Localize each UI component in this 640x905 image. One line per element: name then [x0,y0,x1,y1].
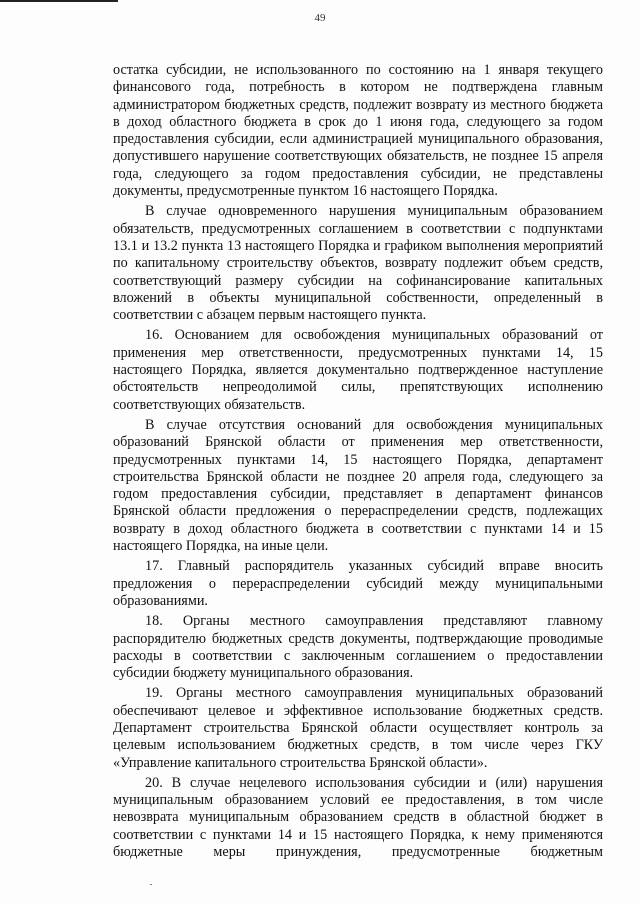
paragraph-simultaneous-violation: В случае одновременного нарушения муниципальным образованием обязательств, предусмотренных соглашением в соответствии с подпунктами 13.1 и 13.2 пункта 13 настоящего Порядка и графиком выполнения мероприятий по капитальному строительству объектов, возврату подлежит объем средств, соответствующий размеру субсидии на софинансирование капитальных вложений в объекты муниципальной собственности, определенный в соответствии с абзацем первым настоящего пункта. [113,203,603,324]
header-rule [0,0,118,2]
paragraph-no-grounds: В случае отсутствия оснований для освобождения муниципальных образований Брянской области от применения мер ответственности, предусмотренных пунктами 14, 15 настоящего Порядка, департамент строительства Брянской области не позднее 20 апреля года, следующего за годом предоставления субсидии, представляет в департамент финансов Брянской области предложения о перераспределении средств, подлежащих возврату в доход областного бюджета в соответствии с пунктами 14 и 15 настоящего Порядка, на иные цели. [113,416,603,555]
paragraph-18: 18. Органы местного самоуправления представляют главному распорядителю бюджетных средств документы, подтверждающие проводимые расходы в соответствии с заключенным соглашением о предоставлении субсидии бюджету муниципального образования. [113,613,603,682]
page-number: 49 [314,12,326,24]
document-body [113,62,603,861]
scan-speck [150,884,152,885]
paragraph-continuation: остатка субсидии, не использованного по состоянию на 1 января текущего финансового года, потребность в котором не подтверждена главным администратором бюджетных средств, подлежит возврату из местного бюджета в доход областного бюджета в срок до 1 июня года, следующего за годом предоставления субсидии, если администрацией муниципального образования, допустившего нарушение соответствующих обязательств, не позднее 15 апреля года, следующего за годом предоставления субсидии, не представлены документы, предусмотренные пунктом 16 настоящего Порядка. [113,62,603,200]
paragraph-17: 17. Главный распорядитель указанных субсидий вправе вносить предложения о перераспределении субсидий между муниципальными образованиями. [113,558,603,609]
paragraph-20: 20. В случае нецелевого использования субсидии и (или) нарушения муниципальным образованием условий ее предоставления, в том числе невозврата муниципальным образованием средств в областной бюджет в соответствии с пунктами 14 и 15 настоящего Порядка, к нему применяются бюджетные меры принуждения, предусмотренные бюджетным [113,774,603,861]
paragraph-16: 16. Основанием для освобождения муниципальных образований от применения мер ответственности, предусмотренных пунктами 14, 15 настоящего Порядка, является документально подтвержденное наступление обстоятельств непреодолимой силы, препятствующих исполнению соответствующих обязательств. [113,327,603,413]
paragraph-19: 19. Органы местного самоуправления муниципальных образований обеспечивают целевое и эффективное использование бюджетных средств. Департамент строительства Брянской области осуществляет контроль за целевым использованием бюджетных средств, в том числе через ГКУ «Управление капитального строительства Брянской области». [113,685,603,771]
